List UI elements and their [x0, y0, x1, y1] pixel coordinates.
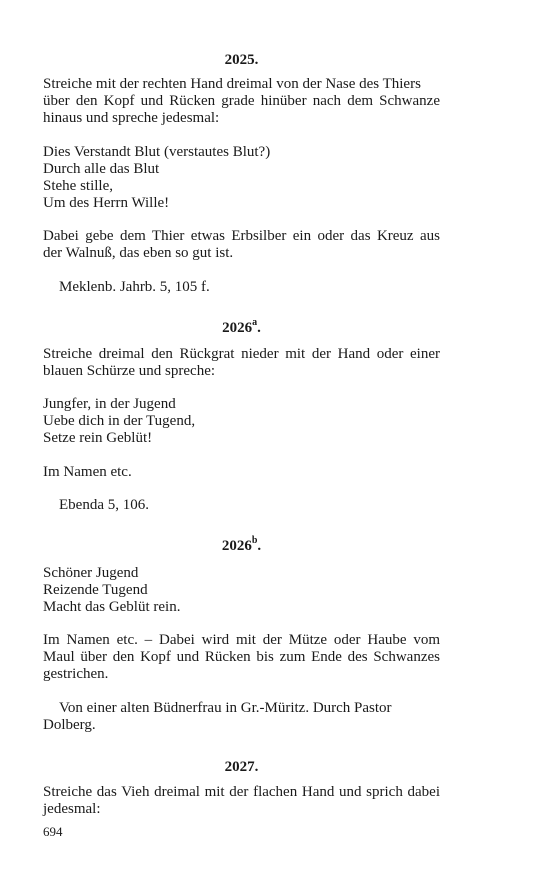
entry-heading-2027 [43, 759, 440, 776]
text-line: hinaus und spreche jedesmal: [43, 110, 220, 126]
entry-heading-2025 [43, 52, 440, 69]
entry-2026a-paragraph-1 [43, 346, 440, 380]
text-line: der Walnuß, das eben so gut ist. [43, 245, 234, 261]
entry-number: 2025. [224, 52, 259, 68]
entry-2025-paragraph-3 [43, 228, 440, 262]
verse-line: Jungfer, in der Jugend [43, 396, 176, 412]
entry-2026b-source-continuation [43, 717, 440, 734]
entry-number: 2026 [222, 320, 253, 336]
text-line: blauen Schürze und spreche: [43, 363, 216, 379]
text-line: Im Namen etc. – Dabei wird mit der Mütze oder Haube vom [43, 632, 440, 648]
verse-line: Durch alle das Blut [43, 161, 160, 177]
entry-suffix: . [257, 538, 262, 554]
entry-suffix: . [257, 320, 261, 336]
verse-line: Schöner Jugend [43, 565, 139, 581]
text-line: gestrichen. [43, 666, 109, 682]
entry-superscript: b [251, 535, 258, 546]
entry-2025-paragraph-1 [43, 76, 440, 127]
verse-line: Stehe stille, [43, 178, 113, 194]
source-line: Meklenb. Jahrb. 5, 105 f. [59, 279, 210, 295]
text-line: Streiche mit der rechten Hand dreimal von der Nase des Thiers [43, 76, 421, 92]
entry-number: 2026 [221, 538, 252, 554]
entry-heading-2026a [43, 317, 440, 337]
text-line: Maul über den Kopf und Rücken bis zum Ende des Schwanzes [43, 649, 440, 665]
entry-number: 2027. [224, 759, 259, 775]
entry-2026b-verse [43, 565, 440, 616]
entry-2026a-verse [43, 396, 440, 447]
verse-line: Um des Herrn Wille! [43, 195, 170, 211]
entry-2025-verse [43, 144, 440, 212]
text-line: jedesmal: [43, 801, 101, 817]
entry-2026a-paragraph-3 [43, 464, 440, 481]
text-line: Streiche das Vieh dreimal mit der flachen Hand und sprich dabei [43, 784, 440, 800]
source-line: Ebenda 5, 106. [59, 497, 149, 513]
entry-2026b-paragraph-2 [43, 632, 440, 683]
source-line: Von einer alten Büdnerfrau in Gr.-Müritz. Durch Pastor [59, 700, 392, 716]
verse-line: Uebe dich in der Tugend, [43, 413, 196, 429]
text-line: Dabei gebe dem Thier etwas Erbsilber ein oder das Kreuz aus [43, 228, 440, 244]
entry-heading-2026b [43, 535, 440, 555]
text-line: Streiche dreimal den Rückgrat nieder mit der Hand oder einer [43, 346, 440, 362]
page-number: 694 [43, 824, 63, 839]
entry-2026a-source [59, 497, 440, 514]
source-line: Dolberg. [43, 717, 96, 733]
entry-2027-paragraph-1 [43, 784, 440, 818]
verse-line: Macht das Geblüt rein. [43, 599, 181, 615]
verse-line: Setze rein Geblüt! [43, 430, 153, 446]
text-line: Im Namen etc. [43, 464, 132, 480]
verse-line: Dies Verstandt Blut (verstautes Blut?) [43, 144, 271, 160]
entry-superscript: a [252, 317, 258, 328]
entry-2026b-source [59, 700, 440, 717]
text-line: über den Kopf und Rücken grade hinüber nach dem Schwanze [43, 93, 440, 109]
entry-2025-source [59, 279, 440, 296]
verse-line: Reizende Tugend [43, 582, 148, 598]
